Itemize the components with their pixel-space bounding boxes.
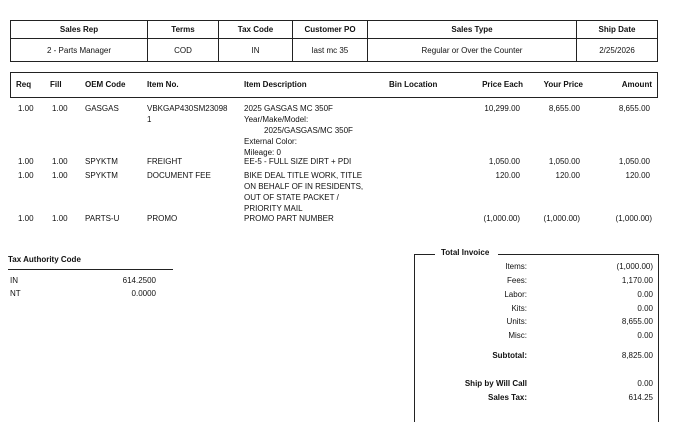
- total-value: (1,000.00): [616, 262, 653, 271]
- total-label: Units:: [506, 317, 527, 326]
- total-value: 8,655.00: [621, 317, 653, 326]
- row-desc: ON BEHALF OF IN RESIDENTS,: [244, 182, 364, 191]
- row-price-each: 120.00: [495, 171, 520, 180]
- row-item-no: DOCUMENT FEE: [147, 171, 211, 180]
- total-value: 0.00: [637, 304, 653, 313]
- row-oem: PARTS-U: [85, 214, 120, 223]
- sales-tax-value: 614.25: [628, 393, 653, 402]
- col-header-amount: Amount: [621, 80, 652, 89]
- row-price-each: (1,000.00): [483, 214, 520, 223]
- tax-authority-divider: [8, 269, 173, 270]
- header-label: Sales Type: [451, 25, 493, 34]
- ship-value: 0.00: [637, 379, 653, 388]
- row-your-price: (1,000.00): [543, 214, 580, 223]
- col-header-req: Req: [16, 80, 32, 89]
- order-header-table: [10, 20, 658, 62]
- ship-method-label: Ship by Will Call: [464, 379, 527, 388]
- header-value: IN: [251, 46, 260, 55]
- total-box-top-border: [498, 254, 659, 255]
- row-amount: 1,050.00: [618, 157, 650, 166]
- row-fill: 1.00: [52, 104, 68, 113]
- header-value: 2 - Parts Manager: [46, 46, 112, 55]
- row-desc: EE-5 - FULL SIZE DIRT + PDI: [244, 157, 352, 166]
- total-box-top-border: [414, 254, 435, 255]
- row-desc: 2025/GASGAS/MC 350F: [264, 126, 353, 135]
- col-header-your-price: Your Price: [543, 80, 583, 89]
- total-label: Labor:: [504, 290, 527, 299]
- row-price-each: 10,299.00: [484, 104, 520, 113]
- row-amount: 120.00: [625, 171, 650, 180]
- col-header-fill: Fill: [50, 80, 62, 89]
- tax-code: IN: [10, 276, 18, 285]
- header-label: Sales Rep: [59, 25, 99, 34]
- row-price-each: 1,050.00: [488, 157, 520, 166]
- total-label: Items:: [505, 262, 527, 271]
- header-col-ship-date: [577, 21, 657, 61]
- header-col-customer-po: [293, 21, 368, 61]
- row-amount: (1,000.00): [615, 214, 652, 223]
- header-label: Terms: [171, 25, 195, 34]
- total-label: Misc:: [508, 331, 527, 340]
- col-header-item-no: Item No.: [147, 80, 179, 89]
- row-desc: Year/Make/Model:: [244, 115, 309, 124]
- col-header-oem: OEM Code: [85, 80, 126, 89]
- col-header-price-each: Price Each: [482, 80, 523, 89]
- header-col-tax-code: [219, 21, 293, 61]
- col-header-description: Item Description: [244, 80, 307, 89]
- header-label: Tax Code: [237, 25, 274, 34]
- header-value: COD: [174, 46, 192, 55]
- header-col-sales-rep: [11, 21, 148, 61]
- row-fill: 1.00: [52, 157, 68, 166]
- total-label: Fees:: [506, 276, 527, 285]
- row-desc: PRIORITY MAIL: [244, 204, 303, 213]
- row-desc: PROMO PART NUMBER: [244, 214, 334, 223]
- header-value: last mc 35: [311, 46, 349, 55]
- col-header-bin: Bin Location: [389, 80, 438, 89]
- row-oem: GASGAS: [85, 104, 119, 113]
- row-req: 1.00: [18, 104, 34, 113]
- row-desc: OUT OF STATE PACKET /: [244, 193, 339, 202]
- header-top-gap: [218, 0, 373, 20]
- total-value: 1,170.00: [621, 276, 653, 285]
- tax-code: NT: [10, 289, 21, 298]
- header-col-terms: [148, 21, 219, 61]
- row-req: 1.00: [18, 214, 34, 223]
- row-item-no: FREIGHT: [147, 157, 183, 166]
- header-value: Regular or Over the Counter: [421, 46, 523, 55]
- total-value: 0.00: [637, 331, 653, 340]
- row-your-price: 120.00: [555, 171, 580, 180]
- row-req: 1.00: [18, 157, 34, 166]
- tax-value: 614.2500: [122, 276, 156, 285]
- row-amount: 8,655.00: [618, 104, 650, 113]
- row-your-price: 8,655.00: [548, 104, 580, 113]
- row-oem: SPYKTM: [85, 157, 118, 166]
- row-item-no-cont: 1: [147, 115, 152, 124]
- row-req: 1.00: [18, 171, 34, 180]
- total-value: 0.00: [637, 290, 653, 299]
- row-fill: 1.00: [52, 171, 68, 180]
- row-desc: BIKE DEAL TITLE WORK, TITLE: [244, 171, 363, 180]
- total-label: Kits:: [511, 304, 527, 313]
- tax-value: 0.0000: [131, 289, 156, 298]
- row-desc: Mileage: 0: [244, 148, 281, 157]
- header-col-sales-type: [368, 21, 577, 61]
- total-invoice-title: Total Invoice: [441, 248, 490, 257]
- sales-tax-label: Sales Tax:: [488, 393, 527, 402]
- row-fill: 1.00: [52, 214, 68, 223]
- subtotal-label: Subtotal:: [492, 351, 527, 360]
- header-value: 2/25/2026: [599, 46, 635, 55]
- row-item-no: VBKGAP430SM23098: [147, 104, 228, 113]
- row-item-no: PROMO: [147, 214, 178, 223]
- row-oem: SPYKTM: [85, 171, 118, 180]
- header-label: Customer PO: [304, 25, 356, 34]
- row-your-price: 1,050.00: [548, 157, 580, 166]
- header-label: Ship Date: [598, 25, 636, 34]
- tax-authority-title: Tax Authority Code: [8, 255, 81, 264]
- row-desc: External Color:: [244, 137, 297, 146]
- subtotal-value: 8,825.00: [621, 351, 653, 360]
- row-desc: 2025 GASGAS MC 350F: [244, 104, 333, 113]
